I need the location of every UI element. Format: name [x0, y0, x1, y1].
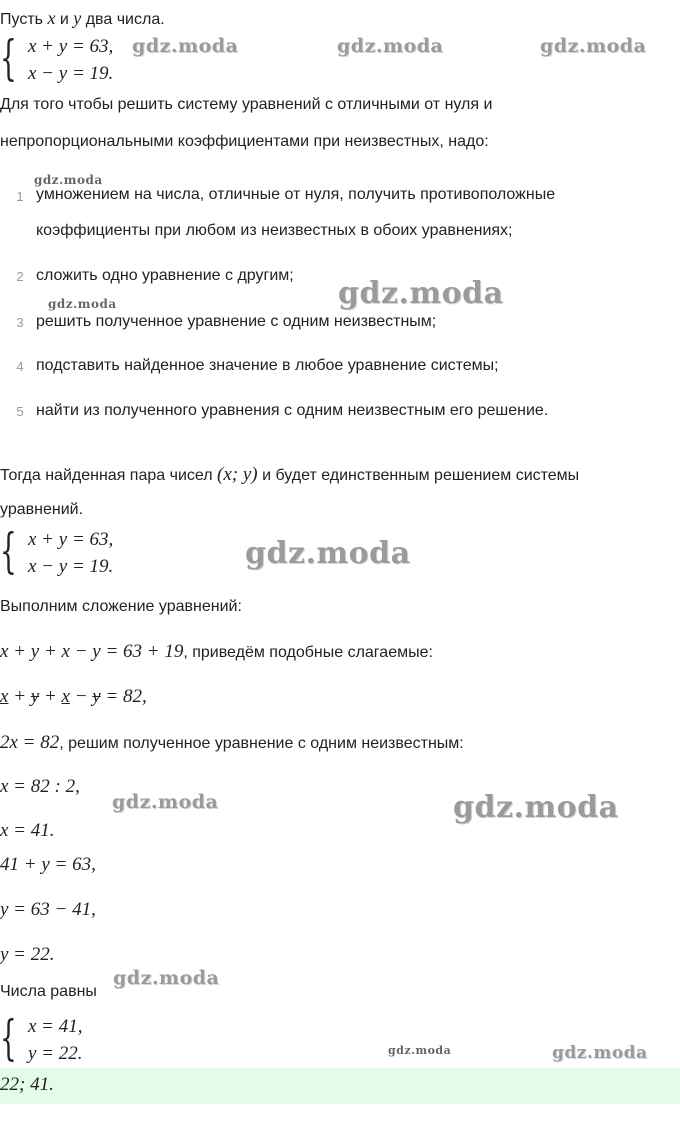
watermark-logo: gdz.moda: [113, 967, 220, 989]
brace-icon: {: [0, 30, 17, 86]
watermark-logo: gdz.moda: [245, 536, 411, 571]
list-item: сложить одно уравнение с другим;: [36, 267, 294, 284]
system-2-eq2: x − y = 19.: [28, 556, 114, 577]
step-number: 3: [16, 315, 24, 330]
system-3-eq2: y = 22.: [28, 1043, 83, 1064]
watermark-logo: gdz.moda: [453, 790, 619, 825]
conclusion-line-1: Тогда найденная пара чисел (x; y) и будет единственным решением системы: [0, 464, 580, 485]
watermark-logo: gdz.moda: [34, 173, 103, 187]
step-number: 1: [16, 189, 24, 204]
brace-icon: {: [0, 523, 17, 579]
equation-system-2: [0, 523, 200, 583]
cancel-line: x + y + x − y = 82,: [0, 686, 147, 707]
calc-line: x = 82 : 2,: [0, 776, 80, 797]
calc-line: y = 63 − 41,: [0, 899, 96, 920]
equation-system-3: [0, 1010, 200, 1070]
system-2-eq1: x + y = 63,: [28, 529, 114, 550]
calc-line: y = 22.: [0, 944, 55, 965]
list-item: подставить найденное значение в любое уравнение системы;: [36, 357, 499, 374]
answer-box: [0, 1068, 680, 1104]
add-text: Выполним сложение уравнений:: [0, 598, 242, 615]
watermark-logo: gdz.moda: [337, 35, 444, 57]
watermark-logo: gdz.moda: [132, 35, 239, 57]
twox-line: 2x = 82, решим полученное уравнение с одним неизвестным:: [0, 732, 464, 753]
watermark-logo: gdz.moda: [540, 35, 647, 57]
calc-line: 41 + y = 63,: [0, 854, 96, 875]
method-line-1: Для того чтобы решить систему уравнений с отличными от нуля и: [0, 96, 493, 113]
brace-icon: {: [0, 1010, 17, 1066]
list-item: решить полученное уравнение с одним неизвестным;: [36, 313, 437, 330]
system-3-eq1: x = 41,: [28, 1016, 83, 1037]
system-1-eq1: x + y = 63,: [28, 36, 114, 57]
conclusion-line-2: уравнений.: [0, 501, 84, 518]
watermark-logo: gdz.moda: [48, 297, 117, 311]
numbers-text: Числа равны: [0, 983, 97, 1000]
watermark-logo: gdz.moda: [338, 276, 504, 311]
calc-line: x = 41.: [0, 820, 55, 841]
list-item: найти из полученного уравнения с одним неизвестным его решение.: [36, 402, 549, 419]
list-item: умножением на числа, отличные от нуля, получить противоположные: [36, 186, 556, 203]
step-number: 2: [16, 269, 24, 284]
system-1-eq2: x − y = 19.: [28, 63, 114, 84]
method-line-2: непропорциональными коэффициентами при неизвестных, надо:: [0, 133, 489, 150]
step-number: 4: [16, 359, 24, 374]
watermark-logo: gdz.moda: [388, 1044, 452, 1057]
watermark-logo: gdz.moda: [112, 791, 219, 813]
watermark-logo: gdz.moda: [552, 1043, 648, 1063]
intro-text: Пусть x и y два числа.: [0, 8, 165, 28]
answer-text: 22; 41.: [0, 1074, 54, 1095]
list-item-continuation: коэффициенты при любом из неизвестных в обоих уравнениях;: [36, 222, 513, 239]
step-number: 5: [16, 404, 24, 419]
sum-line: x + y + x − y = 63 + 19, приведём подобные слагаемые:: [0, 641, 433, 662]
